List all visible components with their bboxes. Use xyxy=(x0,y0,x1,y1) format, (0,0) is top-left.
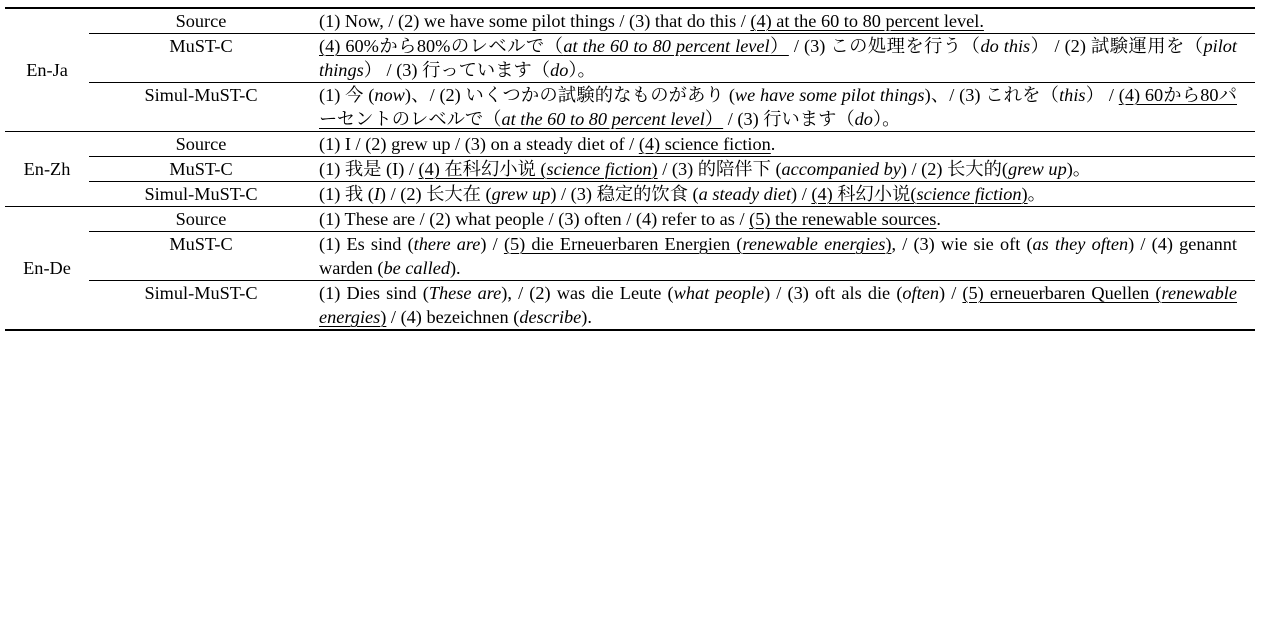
system-cell: Source xyxy=(175,11,227,31)
example-text-cell xyxy=(313,83,1255,132)
underlined-segment: science fiction xyxy=(916,184,1022,204)
text-segment: we have some pilot things xyxy=(734,85,925,105)
text-segment: / (3) この処理を行う（ xyxy=(788,36,981,56)
table-row xyxy=(5,182,1255,207)
underlined-segment: (4) 科幻小说( xyxy=(811,184,917,204)
text-segment: now xyxy=(374,85,405,105)
language-pair-cell: En-De xyxy=(5,207,89,331)
example-text-cell xyxy=(313,132,1255,157)
text-segment: ） / xyxy=(1085,85,1119,105)
text-segment: be called xyxy=(383,258,450,278)
text-segment: do xyxy=(854,109,873,129)
text-segment: / (4) bezeichnen ( xyxy=(386,307,520,327)
table-row xyxy=(5,132,1255,157)
text-segment: (1) Now, / (2) we have some pilot things / (3) that do this / xyxy=(319,11,751,31)
table-row xyxy=(5,34,1255,83)
text-segment: (1) 我是 (I) / xyxy=(319,159,419,179)
text-segment: ）。 xyxy=(568,60,596,80)
text-segment: ). xyxy=(449,258,461,278)
text-segment: . xyxy=(770,134,776,154)
text-segment: do this xyxy=(980,36,1031,56)
examples-table-body xyxy=(5,8,1255,330)
system-cell: MuST-C xyxy=(89,232,313,281)
underlined-segment: at the 60 to 80 percent level xyxy=(563,36,770,56)
language-pair-cell: En-Ja xyxy=(26,60,68,80)
text-segment: ) / (4) genannt warden ( xyxy=(319,234,1237,278)
text-segment: 。 xyxy=(1027,184,1046,204)
text-segment: often xyxy=(902,283,939,303)
text-segment: grew up xyxy=(491,184,551,204)
text-segment: / (3) 的陪伴下 ( xyxy=(657,159,782,179)
text-segment: ) / (3) 稳定的饮食 ( xyxy=(550,184,699,204)
underlined-segment: (4) science fiction xyxy=(638,134,771,154)
text-segment: These are xyxy=(428,283,502,303)
text-segment: )、/ (3) これを（ xyxy=(924,85,1060,105)
system-cell: MuST-C xyxy=(89,157,313,182)
text-segment: (1) I / (2) grew up / (3) on a steady diet of / xyxy=(319,134,639,154)
example-text-cell xyxy=(313,8,1255,34)
text-segment: ) / (2) 长大的( xyxy=(900,159,1008,179)
underlined-segment: ) xyxy=(885,234,892,254)
text-segment: as they often xyxy=(1032,234,1129,254)
text-segment: ), / (2) was die Leute ( xyxy=(501,283,674,303)
table-row xyxy=(5,232,1255,281)
underlined-segment: ) xyxy=(1021,184,1028,204)
underlined-segment: ） xyxy=(769,36,789,56)
system-cell: Simul-MuST-C xyxy=(89,281,313,331)
text-segment: (1) 今 ( xyxy=(319,85,375,105)
underlined-segment: (5) the renewable sources xyxy=(749,209,937,229)
underlined-segment: ) xyxy=(380,307,387,327)
text-segment: . xyxy=(936,209,941,229)
system-cell: MuST-C xyxy=(89,34,313,83)
underlined-segment: (4) at the 60 to 80 percent level. xyxy=(750,11,984,31)
text-segment: a steady diet xyxy=(698,184,792,204)
text-segment: ) / xyxy=(480,234,504,254)
text-segment: , / (3) wie sie oft ( xyxy=(891,234,1033,254)
underlined-segment: ） xyxy=(704,109,724,129)
text-segment: describe xyxy=(519,307,582,327)
underlined-segment: (4) 60から80パーセントのレベルで（ xyxy=(319,85,1237,129)
text-segment: this xyxy=(1059,85,1086,105)
underlined-segment: (4) 60%から80%のレベルで（ xyxy=(319,36,564,56)
text-segment: ） / (3) 行っています（ xyxy=(363,60,551,80)
underlined-segment: (5) erneuerbaren Quellen ( xyxy=(962,283,1162,303)
example-text-cell xyxy=(313,281,1255,331)
text-segment: ) / xyxy=(791,184,812,204)
text-segment: (1) These are / (2) what people / (3) often / (4) refer to as / xyxy=(319,209,750,229)
examples-table xyxy=(5,7,1255,331)
text-segment: )、/ (2) いくつかの試験的なものがあり ( xyxy=(404,85,735,105)
text-segment: grew up xyxy=(1007,159,1067,179)
text-segment: )。 xyxy=(1066,159,1092,179)
table-row xyxy=(5,281,1255,331)
system-cell: Source xyxy=(89,132,313,157)
example-text-cell xyxy=(313,34,1255,83)
text-segment: I xyxy=(373,184,380,204)
table-row xyxy=(5,207,1255,232)
underlined-segment: science fiction xyxy=(546,159,652,179)
example-text-cell xyxy=(313,157,1255,182)
underlined-segment: renewable energies xyxy=(742,234,886,254)
language-pair-cell: En-Zh xyxy=(5,132,89,207)
example-text-cell xyxy=(313,207,1255,232)
table-row xyxy=(5,157,1255,182)
text-segment: what people xyxy=(673,283,765,303)
table-row xyxy=(5,8,1255,34)
underlined-segment: ) xyxy=(651,159,658,179)
text-segment: / (3) 行います（ xyxy=(723,109,855,129)
example-text-cell xyxy=(313,232,1255,281)
example-text-cell xyxy=(313,182,1255,207)
text-segment: (1) Dies sind ( xyxy=(319,283,429,303)
text-segment: there are xyxy=(413,234,481,254)
underlined-segment: (5) die Erneuerbaren Energien ( xyxy=(503,234,743,254)
system-cell: Source xyxy=(89,207,313,232)
text-segment: do xyxy=(550,60,569,80)
text-segment: ) / (2) 长大在 ( xyxy=(379,184,492,204)
underlined-segment: renewable energies xyxy=(319,283,1237,327)
text-segment: (1) Es sind ( xyxy=(319,234,414,254)
underlined-segment: at the 60 to 80 percent level xyxy=(501,109,705,129)
system-cell: Simul-MuST-C xyxy=(89,83,313,132)
table-row xyxy=(5,83,1255,132)
system-cell: Simul-MuST-C xyxy=(89,182,313,207)
text-segment: (1) 我 ( xyxy=(319,184,374,204)
text-segment: pilot things xyxy=(319,36,1238,80)
text-segment: ). xyxy=(581,307,592,327)
text-segment: accompanied by xyxy=(781,159,901,179)
text-segment: ) / xyxy=(938,283,963,303)
text-segment: ) / (3) oft als die ( xyxy=(764,283,903,303)
text-segment: ）。 xyxy=(872,109,901,129)
underlined-segment: (4) 在科幻小说 ( xyxy=(418,159,547,179)
text-segment: ） / (2) 試験運用を（ xyxy=(1030,36,1204,56)
